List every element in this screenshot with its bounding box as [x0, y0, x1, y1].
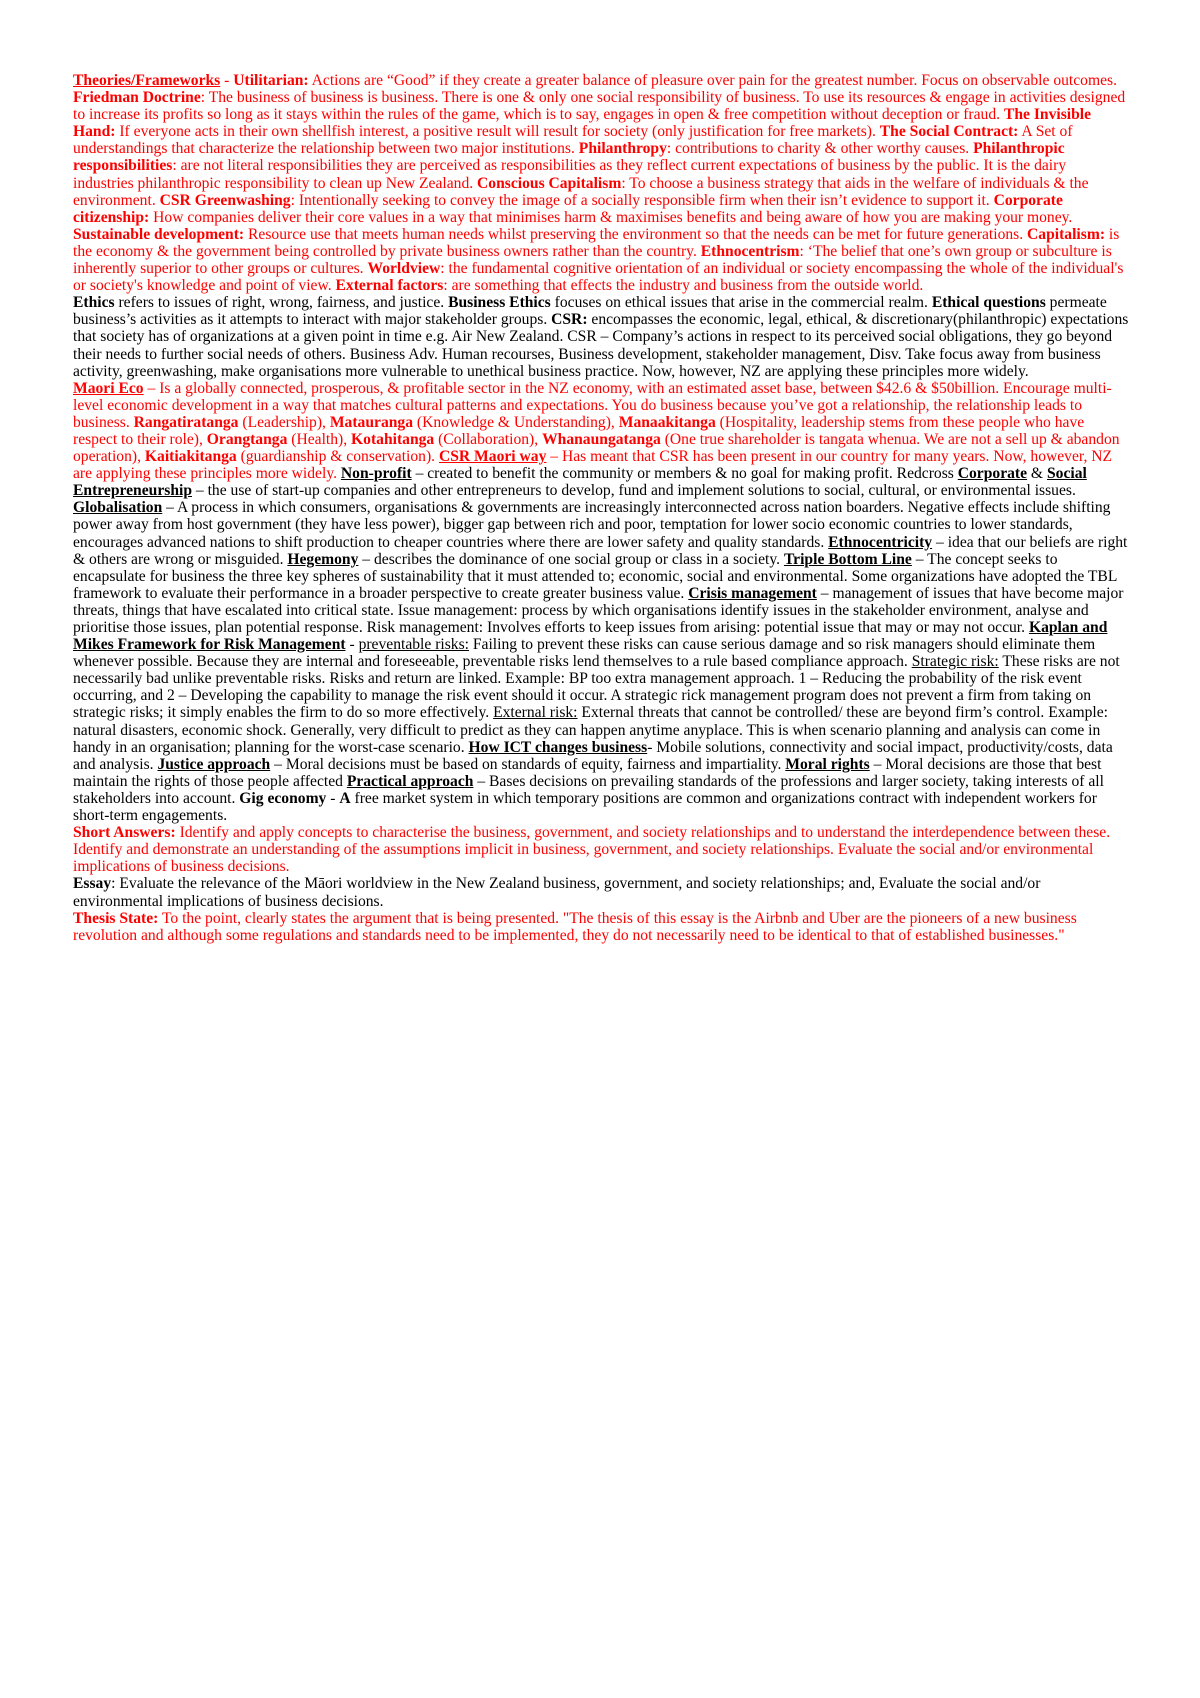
paragraph-maori: [73, 380, 1129, 824]
term-heading: Matauranga: [329, 413, 414, 431]
body-text: Failing to prevent these risks can cause serious damage and so risk managers should eliminate them whenever possible. Because they are internal and foreseeable, preventable risks lend themselves to a rule based compliance approach.: [73, 636, 1096, 671]
body-text: : the fundamental cognitive orientation of an individual or society encompassing the whole of the individual's or society's knowledge and point of view.: [73, 260, 1124, 295]
term-heading: Crisis management: [688, 584, 817, 602]
term-heading: Short Answers:: [73, 824, 176, 842]
term-heading: Manaakitanga: [618, 413, 716, 431]
body-text: preventable risks:: [358, 636, 469, 654]
term-heading: Business Ethics: [448, 294, 551, 312]
body-text: (One true shareholder is tangata whenua. We are not a sell up & abandon operation),: [73, 430, 1120, 466]
document-page: [73, 72, 1129, 944]
term-heading: Maori Eco: [73, 379, 144, 397]
body-text: (Hospitality, leadership stems from these people who have respect to their role),: [73, 413, 1085, 448]
term-heading: Hegemony: [287, 550, 359, 568]
paragraph-short-answers: [73, 824, 1129, 875]
term-heading: Worldview: [367, 260, 441, 278]
body-text: – describes the dominance of one social group or class in a society.: [358, 550, 784, 568]
term-heading: Friedman Doctrine: [73, 89, 201, 107]
body-text: Resource use that meets human needs whilst preserving the environment so that the needs can be met for future generations.: [244, 225, 1028, 243]
term-heading: How ICT changes business: [468, 738, 648, 756]
body-text: free market system in which temporary positions are common and organizations contract with independent workers for short-term engagements.: [73, 789, 1097, 825]
body-text: If everyone acts in their own shellfish interest, a positive result will result for society (only justification for free markets).: [115, 123, 880, 141]
body-text: How companies deliver their core values in a way that minimises harm & maximises benefits and being aware of how you are making your money.: [149, 208, 1073, 226]
term-heading: Thesis State:: [73, 909, 159, 927]
term-heading: Orangtanga: [206, 430, 288, 448]
body-text: : are something that effects the industry and business from the outside world.: [443, 277, 924, 295]
term-heading: Ethical questions: [931, 294, 1046, 312]
term-heading: Moral rights: [785, 755, 870, 773]
term-heading: Non-profit: [340, 465, 412, 483]
body-text: External risk:: [493, 704, 578, 722]
term-heading: Philanthropy: [578, 140, 667, 158]
term-heading: Social Entrepreneurship: [73, 465, 1087, 500]
paragraph-thesis: [73, 910, 1129, 944]
term-heading: Practical approach: [346, 772, 474, 790]
term-heading: External factors: [335, 277, 444, 295]
term-heading: The Invisible Hand:: [73, 106, 1092, 141]
body-text: A Set of understandings that characterize the relationship between two major institutions.: [73, 123, 1073, 158]
term-heading: The Social Contract:: [879, 123, 1019, 141]
term-heading: CSR:: [551, 311, 588, 329]
term-heading: Conscious Capitalism: [477, 174, 622, 192]
paragraph-ethics: [73, 294, 1129, 379]
term-heading: Globalisation: [73, 499, 163, 517]
body-text: External threats that cannot be controlled/ these are beyond firm’s control. Example: natural disasters, economic shock. Generally, very difficult to predict as they can happen anytime anyplace. This is when scenario planning and analysis can come in handy in an organisation; planning for the worst-case scenario.: [73, 704, 1108, 756]
term-heading: CSR Maori way: [438, 448, 547, 466]
term-heading: Gig economy: [239, 789, 327, 807]
body-text: : ‘The belief that one’s own group or subculture is inherently superior to other groups or cultures.: [73, 242, 1112, 278]
paragraph-essay: [73, 875, 1129, 909]
body-text: (Knowledge & Understanding),: [413, 413, 619, 431]
body-text: -: [220, 72, 234, 89]
term-heading: Kaitiakitanga: [144, 448, 237, 466]
term-heading: Whanaungatanga: [542, 430, 661, 448]
body-text: &: [1027, 465, 1047, 483]
body-text: : Intentionally seeking to convey the image of a socially responsible firm when their isn’t evidence to support it.: [290, 191, 994, 209]
body-text: – The concept seeks to encapsulate for business the three key spheres of sustainability that it must attended to; economic, social and environmental. Some organizations have adopted the TBL framework to evaluate their performance in a broader perspective to create greater business value.: [73, 550, 1117, 602]
body-text: – management of issues that have become major threats, things that have escalated into critical state. Issue management: process by which organisations identify issues in the stakeholder environment, analyse and prioritise those issues, plan potential response. Risk management: Involves efforts to keep issues from arising: potential issue that may or may not occur.: [73, 584, 1124, 636]
term-heading: Kotahitanga: [351, 430, 435, 448]
body-text: – Bases decisions on prevailing standards of the professions and larger society, taking interests of all stakeholders into account.: [73, 772, 1104, 807]
term-heading: Ethnocentricity: [828, 533, 933, 551]
term-heading: Theories/Frameworks: [73, 72, 221, 89]
body-text: - Mobile solutions, connectivity and social impact, productivity/costs, data and analysis.: [73, 738, 1113, 773]
body-text: (Health),: [287, 430, 352, 448]
body-text: (Collaboration),: [434, 430, 543, 448]
body-text: – Is a globally connected, prosperous, & profitable sector in the NZ economy, with an estimated asset base, between $42.6 & $50billion. Encourage multi-level economic development in a way that matches cultural patterns and expectations. You do business because you’ve got a relationship, the relationship leads to business.: [73, 379, 1112, 431]
body-text: : To choose a business strategy that aids in the welfare of individuals & the environment.: [73, 174, 1089, 209]
paragraph-theories: [73, 72, 1129, 294]
term-heading: Essay: [73, 875, 112, 893]
term-heading: Ethics: [73, 294, 115, 312]
body-text: – Moral decisions are those that best maintain the rights of those people affected: [73, 755, 1102, 790]
body-text: – Moral decisions must be based on standards of equity, fairness and impartiality.: [270, 755, 786, 773]
term-heading: CSR Greenwashing: [159, 191, 291, 209]
body-text: – the use of start-up companies and other entrepreneurs to develop, fund and implement solutions to social, cultural, or environmental issues.: [192, 482, 1076, 500]
body-text: (guardianship & conservation).: [236, 448, 439, 466]
body-text: Actions are “Good” if they create a greater balance of pleasure over pain for the greatest number. Focus on observable outcomes.: [308, 72, 1117, 89]
body-text: focuses on ethical issues that arise in the commercial realm.: [550, 294, 932, 312]
term-heading: Capitalism:: [1027, 225, 1106, 243]
body-text: – idea that our beliefs are right & others are wrong or misguided.: [73, 533, 1128, 568]
body-text: refers to issues of right, wrong, fairness, and justice.: [114, 294, 449, 312]
body-text: permeate business’s activities as it attempts to interact with major stakeholder groups.: [73, 294, 1107, 329]
term-heading: Justice approach: [157, 755, 271, 773]
body-text: : Evaluate the relevance of the Māori worldview in the New Zealand business, government, and society relationships; and, Evaluate the social and/or environmental implications of business decisions.: [73, 875, 1041, 910]
body-text: : The business of business is business. There is one & only one social responsibility of business. To use its resources & engage in activities designed to increase its profits so long as it stays within the rules of the game, which is to say, engages in open & free competition without deception or fraud.: [73, 89, 1126, 124]
body-text: : contributions to charity & other worthy causes.: [666, 140, 974, 158]
term-heading: Sustainable development:: [73, 225, 245, 243]
term-heading: A: [339, 789, 351, 807]
term-heading: Triple Bottom Line: [783, 550, 912, 568]
body-text: is the economy & the government being controlled by private business owners rather than the country.: [73, 225, 1120, 260]
term-heading: Ethnocentrism: [700, 242, 800, 260]
body-text: – A process in which consumers, organisations & governments are increasingly interconnected across nation boarders. Negative effects include shifting power away from host government (they have less power), bigger gap between rich and poor, temptation for lower socio economic countries to lower standards, encourages advanced nations to shift production to cheaper countries where there are lower safety and quality standards.: [73, 499, 1111, 551]
term-heading: Kaplan and Mikes Framework for Risk Management: [73, 619, 1108, 654]
body-text: encompasses the economic, legal, ethical, & discretionary(philanthropic) expectations that society has of organizations at a given point in time e.g. Air New Zealand. CSR – Company’s actions in respect to its perceived social obligations, they go beyond their needs to further social needs of others. Business Adv. Human recourses, Business development, stakeholder management, Disv. Take focus away from business activity, greenwashing, make organisations more vulnerable to unethical business practice. Now, however, NZ are applying these principles more widely.: [73, 311, 1129, 380]
body-text: Strategic risk:: [911, 653, 999, 671]
body-text: To the point, clearly states the argument that is being presented. "The thesis of this essay is the Airbnb and Uber are the pioneers of a new business revolution and although some regulations and standards need to be implemented, they do not necessarily need to be identical to that of established businesses.": [73, 909, 1077, 944]
term-heading: Corporate citizenship:: [73, 191, 1063, 226]
body-text: -: [326, 789, 340, 807]
term-heading: Rangatiratanga: [133, 413, 239, 431]
body-text: (Leadership),: [238, 413, 330, 431]
term-heading: Utilitarian:: [233, 72, 309, 89]
body-text: – Has meant that CSR has been present in our country for many years. Now, however, NZ are applying these principles more widely.: [73, 448, 1113, 483]
body-text: These risks are not necessarily bad unlike preventable risks. Risks and return are linked. Example: BP too extra management approach. 1 – Reducing the probability of the risk event occurring, and 2 – Developing the capability to manage the risk event should it occur. A strategic rick management program does not prevent a firm from taking on strategic risks; it simply enables the firm to do so more effectively.: [73, 653, 1120, 722]
body-text: – created to benefit the community or members & no goal for making profit. Redcross: [411, 465, 958, 483]
term-heading: Corporate: [957, 465, 1028, 483]
body-text: -: [345, 636, 359, 654]
term-heading: Philanthropic responsibilities: [73, 140, 1065, 175]
body-text: : are not literal responsibilities they are perceived as responsibilities as they reflect current expectations of business by the public. It is the dairy industries philanthropic responsibility to clean up New Zealand.: [73, 157, 1067, 192]
body-text: Identify and apply concepts to characterise the business, government, and society relationships and to understand the interdependence between these. Identify and demonstrate an understanding of the assumptions implicit in business, government, and society relationships. Evaluate the social and/or environmental implications of business decisions.: [73, 824, 1111, 876]
